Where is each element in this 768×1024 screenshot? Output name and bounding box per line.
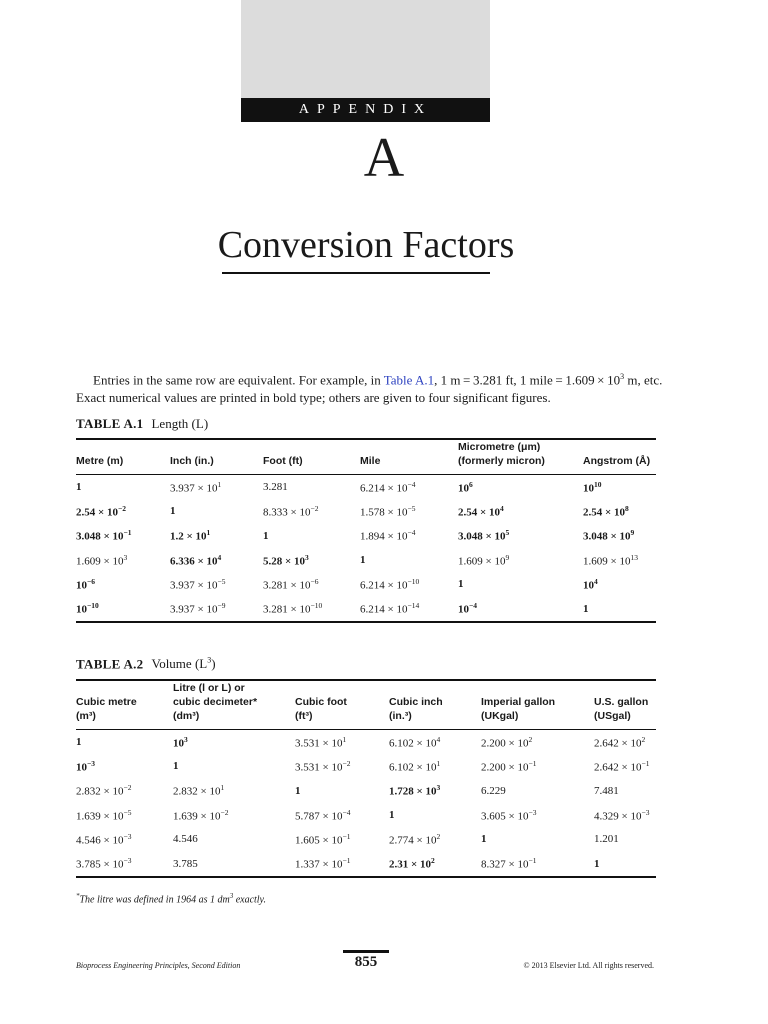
cell-value: 1.639 × 10 [76, 810, 124, 823]
column-header [295, 680, 389, 730]
table-cell [360, 596, 458, 621]
table-cell [173, 730, 295, 755]
cell-value: 3.281 × 10 [263, 579, 311, 592]
table-header-row [76, 439, 656, 475]
cell-exponent: 10 [594, 479, 602, 489]
column-header [76, 439, 170, 475]
cell-value: 1 [263, 529, 269, 542]
cell-exponent: −2 [118, 504, 127, 514]
table-cell [458, 475, 583, 500]
table-a1-number: TABLE A.1 [76, 416, 144, 431]
cell-value: 3.048 × 10 [458, 531, 506, 544]
cell-exponent: 2 [528, 734, 533, 744]
cell-exponent: −6 [87, 577, 96, 586]
table-cell [173, 803, 295, 827]
column-header-line: Inch (in.) [170, 455, 214, 467]
footnote-end: exactly. [233, 894, 266, 906]
table-row [76, 827, 656, 851]
cell-exponent: −14 [407, 601, 420, 611]
table-cell [170, 572, 263, 596]
cell-value: 1.609 × 10 [583, 555, 631, 568]
column-header-line: Foot (ft) [263, 455, 303, 467]
table-cell [263, 548, 360, 572]
cell-value: 3.281 × 10 [263, 603, 311, 616]
table-cell [173, 851, 295, 876]
cell-exponent: 5 [505, 528, 510, 538]
table-cell [594, 754, 656, 778]
cell-value: 2.642 × 10 [594, 761, 642, 774]
cell-value: 1 [360, 554, 366, 567]
cell-value: 1 [170, 505, 176, 518]
column-header [583, 439, 656, 475]
table-a1-length [76, 438, 656, 623]
column-header [458, 439, 583, 475]
cell-value: 3.937 × 10 [170, 579, 218, 592]
cell-value: 2.54 × 10 [76, 506, 119, 519]
cell-value: 1 [173, 760, 179, 773]
cell-value: 2.774 × 10 [389, 834, 437, 847]
table-row [76, 730, 656, 755]
column-header [76, 680, 173, 730]
cell-exponent: 1 [220, 783, 225, 793]
table-cell [458, 596, 583, 621]
cell-value: 1 [594, 857, 600, 870]
cell-exponent: 1 [436, 759, 441, 769]
column-header-line: (dm³) [173, 710, 200, 722]
table-cell [76, 475, 170, 500]
column-header-line: Cubic inch [389, 696, 443, 708]
column-header [173, 680, 295, 730]
cell-exponent: 3 [184, 734, 188, 744]
cell-value: 3.785 × 10 [76, 858, 124, 871]
table-cell [389, 803, 481, 827]
table-cell [389, 779, 481, 803]
cell-exponent: 3 [123, 552, 128, 562]
cell-exponent: 4 [436, 734, 441, 744]
table-cell [389, 827, 481, 851]
cell-value: 1.337 × 10 [295, 858, 343, 871]
table-cell [360, 499, 458, 523]
title-underline [222, 272, 490, 274]
cell-exponent: 3 [305, 552, 309, 562]
cell-value: 1.609 × 10 [76, 555, 124, 568]
table-a2-desc [151, 656, 215, 671]
cell-value: 6.102 × 10 [389, 737, 437, 750]
cell-value: 4.546 [173, 833, 198, 846]
column-header-line: Micrometre (μm) [458, 441, 541, 453]
cell-value: 2.200 × 10 [481, 737, 529, 750]
table-a2-number: TABLE A.2 [76, 656, 144, 672]
cell-value: 3.048 × 10 [76, 531, 124, 544]
column-header [389, 680, 481, 730]
table-cell [583, 475, 656, 500]
appendix-label-bar [241, 98, 490, 122]
column-header-line: (formerly micron) [458, 455, 545, 467]
table-cell [76, 596, 170, 621]
cell-value: 1.639 × 10 [173, 810, 221, 823]
cell-exponent: −4 [407, 479, 416, 489]
column-header [170, 439, 263, 475]
table-cell [583, 499, 656, 523]
table-cell [170, 524, 263, 548]
cell-value: 1.609 × 10 [458, 555, 506, 568]
table-a1-link[interactable]: Table A.1 [383, 372, 435, 388]
cell-value: 6.214 × 10 [360, 579, 408, 592]
cell-exponent: −10 [407, 577, 420, 586]
cell-exponent: −10 [310, 601, 323, 611]
cell-value: 2.200 × 10 [481, 761, 529, 774]
table-cell [458, 572, 583, 596]
table-cell [360, 475, 458, 500]
cell-exponent: −3 [641, 807, 650, 817]
cell-exponent: −5 [407, 504, 416, 514]
copyright: © 2013 Elsevier Ltd. All rights reserved. [523, 961, 654, 970]
cell-exponent: 9 [505, 552, 510, 562]
table-a2-desc-text: Volume (L [151, 656, 208, 672]
cell-value: 3.937 × 10 [170, 482, 218, 495]
cell-value: 10 [458, 603, 469, 616]
cell-value: 1 [458, 578, 464, 591]
cell-exponent: −2 [310, 504, 319, 514]
cell-exponent: −3 [528, 807, 537, 817]
table-cell [173, 779, 295, 803]
table-row [76, 572, 656, 596]
cell-exponent: 1 [342, 734, 347, 744]
cell-exponent: −2 [220, 807, 229, 817]
cell-value: 6.214 × 10 [360, 603, 408, 616]
cell-value: 10 [583, 579, 594, 592]
cell-value: 1.728 × 10 [389, 786, 437, 799]
table-row [76, 524, 656, 548]
intro-text-3: m, etc. Exact numerical values are printed in bold type; others are given to four significant figures. [76, 372, 663, 406]
table-cell [76, 524, 170, 548]
table-row [76, 475, 656, 500]
column-header-line: (ft³) [295, 710, 313, 722]
table-cell [594, 851, 656, 876]
cell-exponent: 2 [641, 734, 646, 744]
table-cell [583, 572, 656, 596]
cell-value: 2.642 × 10 [594, 737, 642, 750]
table-cell [481, 827, 594, 851]
cell-value: 6.229 [481, 784, 506, 797]
table-cell [481, 779, 594, 803]
table-cell [458, 548, 583, 572]
header-gray-block [241, 0, 490, 98]
table-cell [360, 524, 458, 548]
table-cell [295, 851, 389, 876]
cell-exponent: −10 [87, 601, 99, 611]
cell-exponent: −5 [123, 807, 132, 817]
footnote-mark: * [76, 892, 80, 900]
footnote-sup: 3 [229, 892, 234, 900]
cell-value: 5.787 × 10 [295, 810, 343, 823]
cell-exponent: 2 [431, 856, 435, 866]
cell-value: 3.605 × 10 [481, 810, 529, 823]
table-cell [360, 548, 458, 572]
table-cell [481, 754, 594, 778]
table-a1-desc: Length (L) [151, 416, 209, 431]
column-header [481, 680, 594, 730]
column-header-line: Angstrom (Å) [583, 455, 651, 467]
footnote-text: The litre was defined in 1964 as 1 dm [79, 894, 230, 906]
table-cell [360, 572, 458, 596]
cell-value: 2.31 × 10 [389, 858, 432, 871]
intro-paragraph [76, 368, 668, 407]
cell-value: 6.336 × 10 [170, 555, 218, 568]
cell-value: 1 [583, 602, 589, 615]
page-number: 855 [354, 954, 378, 970]
cell-value: 4.546 × 10 [76, 834, 124, 847]
column-header-line: Imperial gallon [481, 696, 556, 708]
cell-value: 10 [173, 737, 184, 750]
table-cell [170, 596, 263, 621]
cell-exponent: −3 [123, 856, 132, 866]
cell-value: 1.894 × 10 [360, 531, 408, 544]
table-a2-caption [76, 656, 216, 672]
cell-value: 1 [76, 481, 82, 494]
column-header-line: (UKgal) [481, 710, 519, 722]
table-cell [76, 730, 173, 755]
cell-exponent: −4 [342, 807, 351, 817]
column-header [594, 680, 656, 730]
cell-exponent: −1 [528, 856, 537, 866]
column-header-line: (in.³) [389, 710, 412, 722]
table-cell [173, 827, 295, 851]
cell-value: 3.531 × 10 [295, 761, 343, 774]
table-cell [389, 754, 481, 778]
cell-value: 5.28 × 10 [263, 555, 306, 568]
table-cell [263, 499, 360, 523]
page-number-rule [343, 950, 389, 953]
cell-value: 3.785 [173, 857, 198, 870]
table-cell [594, 730, 656, 755]
column-header-line: (m³) [76, 710, 96, 722]
cell-exponent: −1 [342, 832, 351, 841]
table-cell [295, 754, 389, 778]
cell-exponent: −6 [310, 577, 319, 586]
cell-value: 3.937 × 10 [170, 603, 218, 616]
table-row [76, 803, 656, 827]
cell-value: 3.531 × 10 [295, 737, 343, 750]
cell-exponent: 1 [217, 479, 222, 489]
table-cell [594, 803, 656, 827]
cell-exponent: −4 [407, 528, 416, 538]
cell-exponent: 6 [469, 479, 473, 489]
intro-text-1: Entries in the same row are equivalent. For example, in [93, 372, 384, 388]
book-title: Bioprocess Engineering Principles, Second Edition [76, 961, 241, 970]
table-cell [295, 803, 389, 827]
cell-value: 1.578 × 10 [360, 506, 408, 519]
cell-value: 8.327 × 10 [481, 858, 529, 871]
table-cell [481, 803, 594, 827]
table-cell [76, 779, 173, 803]
cell-value: 6.102 × 10 [389, 761, 437, 774]
table-a1-caption [76, 416, 208, 432]
column-header-line: cubic decimeter* [173, 696, 258, 708]
table-cell [76, 548, 170, 572]
column-header [263, 439, 360, 475]
table-cell [76, 803, 173, 827]
cell-exponent: −9 [217, 601, 226, 611]
column-header-line: U.S. gallon [594, 696, 649, 708]
table-footnote [76, 892, 266, 905]
cell-exponent: −3 [87, 759, 96, 769]
table-a2-volume [76, 679, 656, 878]
cell-value: 10 [583, 482, 594, 495]
cell-exponent: −1 [123, 528, 132, 538]
cell-value: 10 [76, 603, 87, 616]
table-cell [295, 827, 389, 851]
table-row [76, 548, 656, 572]
table-cell [295, 730, 389, 755]
table-a2-desc-sup: 3 [207, 656, 212, 665]
table-cell [263, 572, 360, 596]
table-cell [594, 827, 656, 851]
table-cell [263, 524, 360, 548]
cell-value: 2.832 × 10 [173, 786, 221, 799]
table-cell [170, 499, 263, 523]
table-row [76, 596, 656, 621]
table-cell [583, 524, 656, 548]
table-row [76, 754, 656, 778]
table-cell [389, 730, 481, 755]
table-cell [458, 499, 583, 523]
cell-value: 10 [458, 482, 469, 495]
cell-value: 1 [481, 833, 487, 846]
column-header-line: Mile [360, 455, 381, 467]
cell-exponent: −2 [342, 759, 351, 769]
column-header-line: Litre (l or L) or [173, 682, 245, 694]
cell-value: 1.201 [594, 833, 619, 846]
table-row [76, 779, 656, 803]
table-header-row [76, 680, 656, 730]
table-a2-desc-end: ) [211, 656, 216, 672]
table-cell [583, 596, 656, 621]
cell-value: 2.832 × 10 [76, 786, 124, 799]
cell-exponent: 13 [630, 552, 638, 562]
cell-exponent: 4 [500, 504, 504, 514]
cell-exponent: −2 [123, 783, 132, 793]
cell-value: 4.329 × 10 [594, 810, 642, 823]
cell-value: 1 [76, 736, 82, 749]
cell-exponent: 1 [206, 528, 211, 538]
cell-value: 8.333 × 10 [263, 506, 311, 519]
cell-exponent: 8 [625, 504, 629, 514]
table-cell [458, 524, 583, 548]
table-row [76, 499, 656, 523]
cell-value: 1 [295, 784, 301, 797]
cell-exponent: −1 [528, 759, 537, 769]
column-header-line: (USgal) [594, 710, 631, 722]
table-cell [295, 779, 389, 803]
column-header [360, 439, 458, 475]
table-cell [76, 499, 170, 523]
table-cell [76, 827, 173, 851]
cell-value: 10 [76, 761, 87, 774]
table-cell [389, 851, 481, 876]
cell-exponent: −4 [469, 601, 478, 611]
intro-exponent: 3 [620, 372, 625, 381]
cell-exponent: −1 [342, 856, 351, 866]
cell-value: 3.281 [263, 481, 288, 494]
cell-value: 7.481 [594, 784, 619, 797]
column-header-line: Cubic metre [76, 696, 137, 708]
intro-text-2: , 1 m = 3.281 ft, 1 mile = 1.609 × 10 [434, 372, 621, 388]
cell-exponent: 9 [630, 528, 635, 538]
cell-exponent: −3 [123, 832, 132, 841]
table-cell [263, 475, 360, 500]
table-cell [594, 779, 656, 803]
column-header-line: Metre (m) [76, 455, 124, 467]
cell-exponent: 4 [217, 552, 222, 562]
cell-value: 6.214 × 10 [360, 482, 408, 495]
column-header-line: Cubic foot [295, 696, 347, 708]
table-cell [170, 475, 263, 500]
table-cell [481, 851, 594, 876]
cell-value: 10 [76, 579, 87, 592]
cell-value: 1.2 × 10 [170, 531, 207, 544]
appendix-letter: A [363, 127, 405, 189]
table-cell [481, 730, 594, 755]
cell-exponent: 4 [594, 577, 598, 586]
cell-value: 3.048 × 10 [583, 531, 631, 544]
table-cell [170, 548, 263, 572]
cell-exponent: 3 [436, 783, 441, 793]
cell-exponent: −5 [217, 577, 226, 586]
table-cell [263, 596, 360, 621]
chapter-title: Conversion Factors [217, 224, 515, 266]
cell-value: 1 [389, 809, 395, 822]
cell-value: 1.605 × 10 [295, 834, 343, 847]
table-cell [173, 754, 295, 778]
table-cell [76, 851, 173, 876]
appendix-label: APPENDIX [298, 102, 433, 117]
cell-exponent: −1 [641, 759, 650, 769]
cell-exponent: 2 [436, 832, 441, 841]
table-row [76, 851, 656, 876]
cell-value: 2.54 × 10 [458, 506, 501, 519]
table-cell [583, 548, 656, 572]
table-cell [76, 754, 173, 778]
cell-value: 2.54 × 10 [583, 506, 626, 519]
table-cell [76, 572, 170, 596]
